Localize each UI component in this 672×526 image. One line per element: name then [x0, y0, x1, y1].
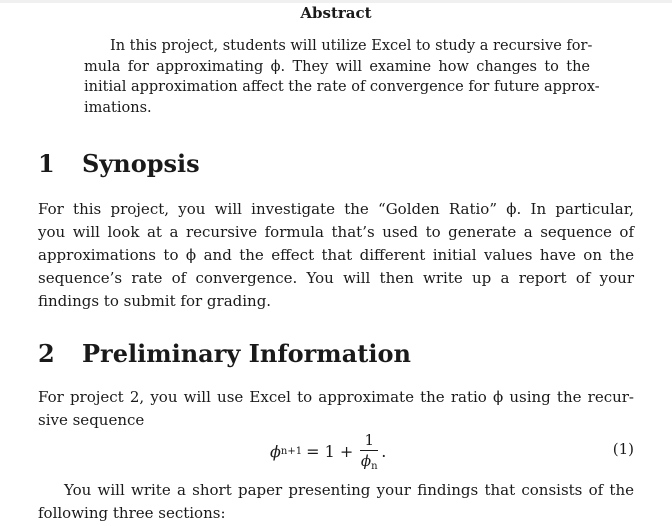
section-title-text: Preliminary Information [82, 339, 411, 368]
paragraph-line: sequence’s rate of convergence. You will then write up a report of your [38, 269, 634, 287]
paragraph-line: For this project, you will investigate the “Golden Ratio” ϕ. In particular, [38, 200, 634, 218]
abstract-title: Abstract [300, 4, 372, 22]
phi-symbol: ϕ [270, 441, 281, 461]
section-title-text: Synopsis [82, 149, 200, 178]
equation-middle: = 1 + [306, 441, 354, 461]
paragraph-line: You will write a short paper presenting your findings that consists of the [64, 481, 634, 499]
paragraph-line: sive sequence [38, 411, 145, 429]
paragraph-line: following three sections: [38, 504, 226, 522]
preliminary-outro-paragraph [38, 479, 634, 525]
equation-1 [0, 428, 672, 474]
fraction-denominator [361, 452, 378, 472]
fraction-numerator: 1 [364, 430, 375, 449]
abstract-line: imations. [84, 99, 152, 116]
abstract-line: In this project, students will utilize Excel to study a recursive for- [110, 38, 593, 54]
abstract-body [84, 36, 600, 118]
section-number: 1 [38, 149, 55, 178]
equation-number: (1) [612, 440, 634, 458]
equation-end: . [381, 441, 387, 461]
paragraph-line: approximations to ϕ and the effect that different initial values have on the [38, 246, 634, 264]
fraction-bar [360, 450, 378, 451]
subscript: n [371, 460, 378, 472]
phi-symbol: ϕ [360, 451, 372, 470]
subscript: n+1 [280, 445, 303, 457]
paragraph-line: findings to submit for grading. [38, 292, 272, 310]
fraction [360, 431, 378, 472]
paragraph-line: For project 2, you will use Excel to approximate the ratio ϕ using the recur- [38, 388, 634, 406]
section-number: 2 [38, 339, 55, 368]
synopsis-paragraph [38, 198, 634, 313]
equation-body [270, 428, 386, 474]
abstract-line: mula for approximating ϕ. They will examine how changes to the [84, 58, 590, 75]
top-rule [0, 0, 672, 3]
paragraph-line: you will look at a recursive formula that’s used to generate a sequence of [38, 223, 634, 241]
section-heading-preliminary [38, 340, 411, 368]
abstract-line: initial approximation affect the rate of convergence for future approx- [84, 79, 600, 95]
preliminary-intro-paragraph [38, 386, 634, 432]
section-heading-synopsis [38, 150, 200, 178]
